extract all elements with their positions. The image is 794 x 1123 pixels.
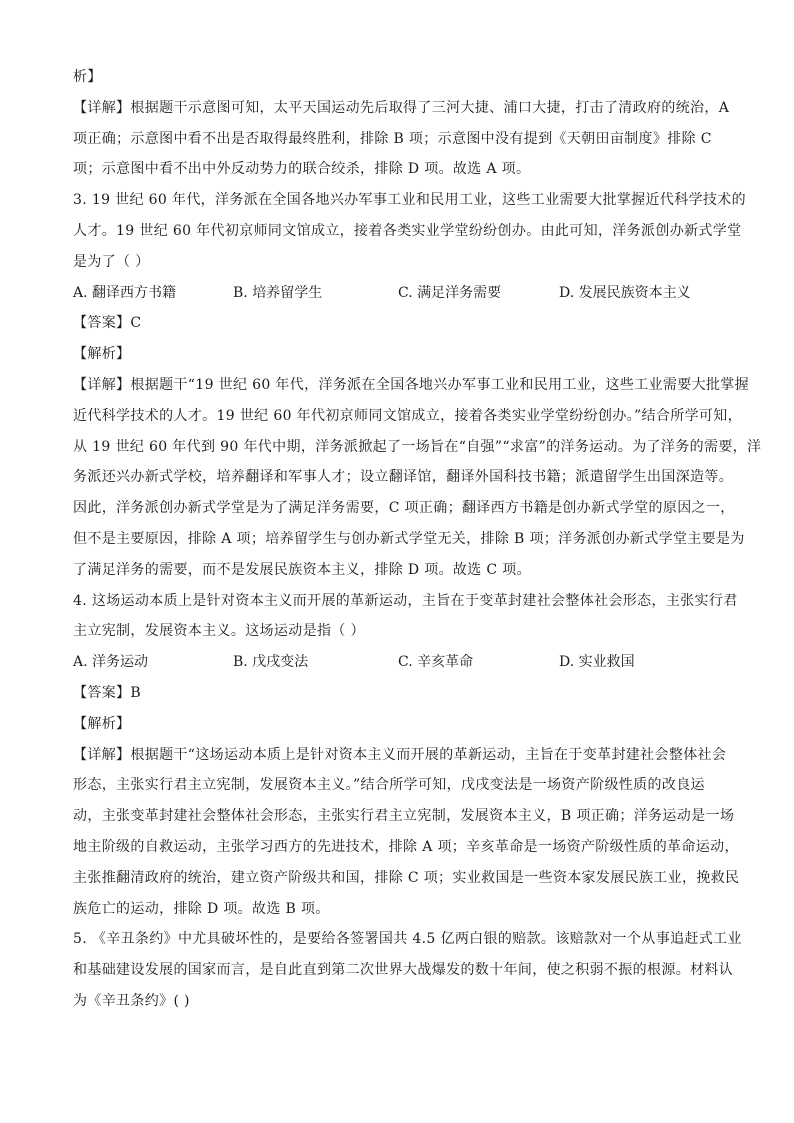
analysis-text: 务派还兴办新式学校，培养翻译和军事人才；设立翻译馆，翻译外国科技书籍；派遣留学生出国深造等。 (73, 469, 734, 486)
text-line: 【详解】根据题干示意图可知，太平天国运动先后取得了三河大捷、浦口大捷，打击了清政府的统治，A (73, 99, 730, 116)
option-b: B. 培养留学生 (233, 284, 323, 301)
analysis-text: 形态，主张实行君主立宪制，发展资本主义。”结合所学可知，戊戌变法是一场资产阶级性质的改良运 (73, 777, 705, 794)
question-5 (73, 924, 742, 1016)
option-a: A. 翻译西方书籍 (73, 284, 177, 301)
option-d: D. 发展民族资本主义 (559, 284, 691, 301)
question-stem: 是为了（ ） (73, 253, 150, 270)
answer-line: 【答案】B (73, 684, 142, 701)
question-stem: 为《辛丑条约》( ) (73, 992, 190, 1009)
analysis-text: 了满足洋务的需要，而不是发展民族资本主义，排除 D 项。故选 C 项。 (73, 561, 531, 578)
answer-line: 【答案】C (73, 315, 142, 332)
option-c: C. 满足洋务需要 (398, 284, 502, 301)
analysis-text: 【详解】根据题干“19 世纪 60 年代，洋务派在全国各地兴办军事工业和民用工业，这些工业需要大批掌握 (73, 376, 749, 393)
analysis-text: 近代科学技术的人才。19 世纪 60 年代初京师同文馆成立，接着各类实业学堂纷纷创办。”结合所学可知， (73, 407, 742, 424)
question-stem: 3. 19 世纪 60 年代，洋务派在全国各地兴办军事工业和民用工业，这些工业需要大批掌握近代科学技术的 (73, 192, 746, 209)
analysis-label: 【解析】 (73, 715, 131, 732)
analysis-text: 主张推翻清政府的统治，建立资产阶级共和国，排除 C 项；实业救国是一些资本家发展民族工业，挽救民 (73, 869, 740, 886)
text-line: 项；示意图中看不出中外反动势力的联合绞杀，排除 D 项。故选 A 项。 (73, 161, 531, 178)
option-b: B. 戊戌变法 (233, 654, 309, 671)
question-stem: 5. 《辛丑条约》中尤具破坏性的，是要给各签署国共 4.5 亿两白银的赔款。该赔款对一个从事追赶式工业 (73, 931, 742, 948)
question-stem: 和基础建设发展的国家而言，是自此直到第二次世界大战爆发的数十年间，使之积弱不振的根源。材料认 (73, 962, 734, 979)
question-stem: 主立宪制，发展资本主义。这场运动是指（ ） (73, 623, 365, 640)
analysis-text: 地主阶级的自救运动，主张学习西方的先进技术，排除 A 项；辛亥革命是一场资产阶级性质的革命运动， (73, 838, 739, 855)
question-3 (73, 185, 762, 585)
option-d: D. 实业救国 (559, 654, 635, 671)
analysis-text: 因此，洋务派创办新式学堂是为了满足洋务需要，C 项正确；翻译西方书籍是创办新式学堂的原因之一， (73, 500, 735, 517)
option-a: A. 洋务运动 (73, 654, 149, 671)
analysis-text: 动，主张变革封建社会整体社会形态，主张实行君主立宪制，发展资本主义，B 项正确；洋务运动是一场 (73, 808, 735, 825)
analysis-text: 从 19 世纪 60 年代到 90 年代中期，洋务派掀起了一场旨在“自强”“求富”的洋务运动。为了洋务的需要，洋 (73, 438, 762, 455)
question-4 (73, 586, 740, 925)
question-stem: 4. 这场运动本质上是针对资本主义而开展的革新运动，主旨在于变革封建社会整体社会形态，主张实行君 (73, 592, 738, 609)
analysis-text: 族危亡的运动，排除 D 项。故选 B 项。 (73, 900, 330, 917)
option-c: C. 辛亥革命 (398, 654, 474, 671)
analysis-label: 【解析】 (73, 346, 131, 363)
answer-options (73, 647, 723, 678)
document-page (73, 62, 762, 1017)
question-stem: 人才。19 世纪 60 年代初京师同文馆成立，接着各类实业学堂纷纷创办。由此可知，洋务派创办新式学堂 (73, 222, 742, 239)
analysis-text: 但不是主要原因，排除 A 项；培养留学生与创办新式学堂无关，排除 B 项；洋务派创办新式学堂主要是为 (73, 530, 745, 547)
text-line: 项正确；示意图中看不出是否取得最终胜利，排除 B 项；示意图中没有提到《天朝田亩制度》排除 C (73, 130, 712, 147)
answer-options (73, 278, 723, 309)
text-line: 析】 (73, 69, 102, 85)
analysis-text: 【详解】根据题干“这场运动本质上是针对资本主义而开展的革新运动，主旨在于变革封建社会整体社会 (73, 746, 727, 763)
